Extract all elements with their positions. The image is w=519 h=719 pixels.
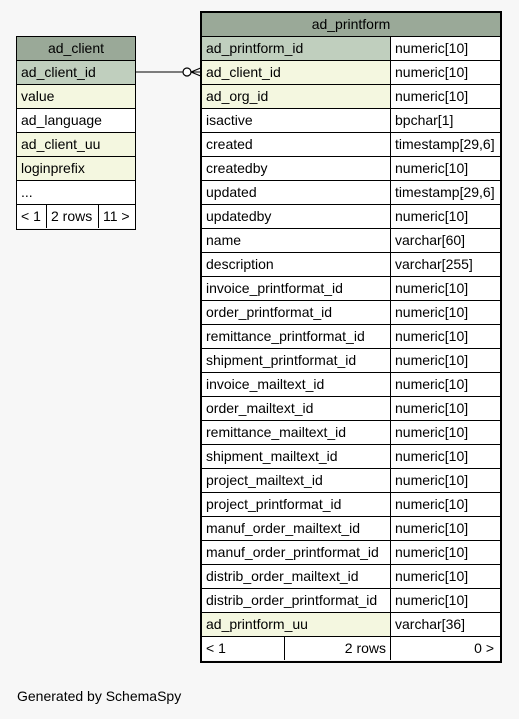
table-row[interactable] — [17, 60, 135, 84]
column-type: numeric[10] — [390, 565, 500, 588]
table-row[interactable] — [202, 228, 500, 252]
column-name: project_mailtext_id — [202, 469, 390, 492]
column-type: varchar[60] — [390, 229, 500, 252]
column-name: manuf_order_mailtext_id — [202, 517, 390, 540]
column-name: value — [17, 85, 135, 108]
column-name: updatedby — [202, 205, 390, 228]
table-row[interactable] — [17, 156, 135, 180]
table-row[interactable] — [202, 492, 500, 516]
column-name: loginprefix — [17, 157, 135, 180]
column-type: numeric[10] — [390, 517, 500, 540]
table-row[interactable] — [202, 252, 500, 276]
column-name: isactive — [202, 109, 390, 132]
row-count: 2 rows — [46, 205, 98, 228]
column-name: manuf_order_printformat_id — [202, 541, 390, 564]
column-name: invoice_printformat_id — [202, 277, 390, 300]
table-row[interactable] — [202, 156, 500, 180]
table-row[interactable] — [202, 420, 500, 444]
column-type: numeric[10] — [390, 469, 500, 492]
table-row[interactable] — [202, 564, 500, 588]
table-row[interactable] — [202, 444, 500, 468]
table-ad-printform[interactable] — [200, 11, 502, 663]
table-row[interactable] — [202, 84, 500, 108]
table-row[interactable] — [202, 204, 500, 228]
column-name: ad_language — [17, 109, 135, 132]
table-row[interactable] — [202, 36, 500, 60]
child-count: 0 > — [390, 637, 500, 660]
parent-count: < 1 — [17, 205, 46, 228]
row-count: 2 rows — [284, 637, 390, 660]
table-row[interactable] — [202, 540, 500, 564]
column-type: timestamp[29,6] — [390, 133, 500, 156]
column-name: created — [202, 133, 390, 156]
table-row[interactable] — [202, 60, 500, 84]
column-type: numeric[10] — [390, 85, 500, 108]
table-row[interactable] — [17, 84, 135, 108]
column-type: varchar[36] — [390, 613, 500, 636]
column-name: description — [202, 253, 390, 276]
column-name: ad_org_id — [202, 85, 390, 108]
column-type: numeric[10] — [390, 349, 500, 372]
table-footer — [202, 636, 500, 660]
table-row[interactable] — [202, 276, 500, 300]
table-row[interactable] — [17, 180, 135, 204]
table-row[interactable] — [202, 300, 500, 324]
column-name: remittance_mailtext_id — [202, 421, 390, 444]
column-name: createdby — [202, 157, 390, 180]
column-name: ad_printform_id — [202, 37, 390, 60]
table-row[interactable] — [202, 132, 500, 156]
column-name: distrib_order_mailtext_id — [202, 565, 390, 588]
parent-count: < 1 — [202, 637, 284, 660]
table-row[interactable] — [202, 372, 500, 396]
table-row[interactable] — [202, 612, 500, 636]
column-name: ad_client_uu — [17, 133, 135, 156]
column-name: order_mailtext_id — [202, 397, 390, 420]
generated-by-label: Generated by SchemaSpy — [17, 688, 182, 704]
column-name: remittance_printformat_id — [202, 325, 390, 348]
table-row[interactable] — [202, 324, 500, 348]
table-row[interactable] — [17, 132, 135, 156]
table-row[interactable] — [202, 396, 500, 420]
table-header — [17, 37, 135, 61]
table-row[interactable] — [202, 588, 500, 612]
column-type: numeric[10] — [390, 205, 500, 228]
column-type: numeric[10] — [390, 61, 500, 84]
column-type: numeric[10] — [390, 301, 500, 324]
column-name: invoice_mailtext_id — [202, 373, 390, 396]
column-type: numeric[10] — [390, 157, 500, 180]
column-type: numeric[10] — [390, 541, 500, 564]
table-title: ad_printform — [202, 13, 500, 36]
column-name: ad_printform_uu — [202, 613, 390, 636]
column-name: shipment_mailtext_id — [202, 445, 390, 468]
column-name: ... — [17, 181, 135, 204]
column-type: numeric[10] — [390, 373, 500, 396]
column-name: updated — [202, 181, 390, 204]
column-type: numeric[10] — [390, 589, 500, 612]
column-type: timestamp[29,6] — [390, 181, 500, 204]
column-name: name — [202, 229, 390, 252]
table-footer — [17, 204, 135, 228]
table-row[interactable] — [202, 180, 500, 204]
column-name: ad_client_id — [202, 61, 390, 84]
column-name: ad_client_id — [17, 61, 135, 84]
column-name: order_printformat_id — [202, 301, 390, 324]
column-type: numeric[10] — [390, 421, 500, 444]
column-type: numeric[10] — [390, 277, 500, 300]
table-row[interactable] — [202, 348, 500, 372]
column-type: numeric[10] — [390, 37, 500, 60]
table-ad-client[interactable] — [16, 36, 136, 230]
table-header — [202, 13, 500, 37]
column-type: numeric[10] — [390, 493, 500, 516]
table-row[interactable] — [202, 516, 500, 540]
child-count: 11 > — [98, 205, 135, 228]
table-row[interactable] — [17, 108, 135, 132]
column-name: distrib_order_printformat_id — [202, 589, 390, 612]
table-row[interactable] — [202, 468, 500, 492]
table-title: ad_client — [17, 37, 135, 60]
column-type: numeric[10] — [390, 325, 500, 348]
column-type: bpchar[1] — [390, 109, 500, 132]
column-name: project_printformat_id — [202, 493, 390, 516]
table-row[interactable] — [202, 108, 500, 132]
column-type: numeric[10] — [390, 445, 500, 468]
column-name: shipment_printformat_id — [202, 349, 390, 372]
column-type: numeric[10] — [390, 397, 500, 420]
column-type: varchar[255] — [390, 253, 500, 276]
